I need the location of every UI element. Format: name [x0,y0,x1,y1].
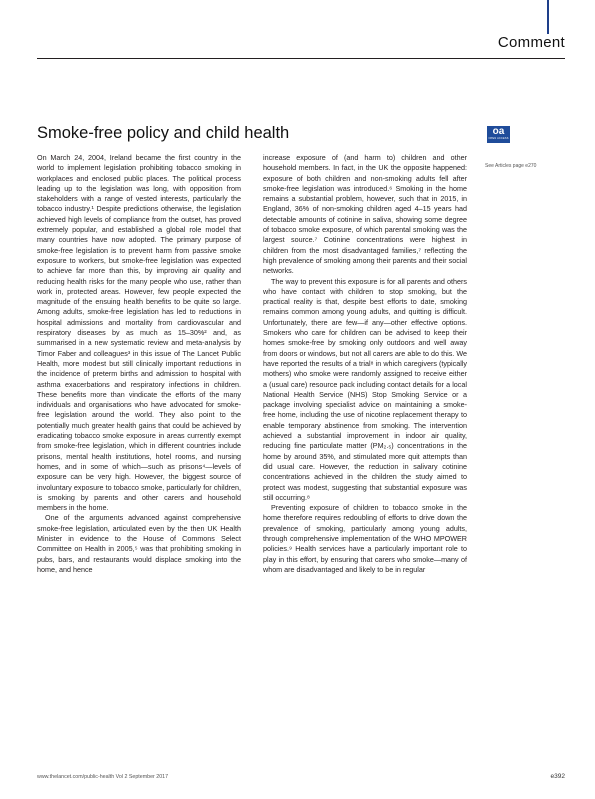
article-title: Smoke-free policy and child health [37,124,290,142]
paragraph: On March 24, 2004, Ireland became the first country in the world to implement legislation prohibiting tobacco smoking in workplaces and enclosed public places. The political process leading up to the legislation was long, with opposition from stakeholders with a range of vested interests, particularly the tobacco industry.¹ Despite predictions otherwise, the legislation achieved high levels of compliance from the outset, has proved extremely popular, and established a global role model that many countries have now adopted. The primary purpose of smoke-free legislation is to prevent harm from passive smoke exposure to workers, but smoke-free legislation was expected to achieve far more than this, by improving air quality and reducing health risks for the many people who use, rather than work in, protected areas. However, few people expected the magnitude of the ensuing health benefits to be quite so large. Among adults, smoke-free legislation has led to reductions in hospital admissions and mortality from cardiovascular and respiratory diseases by as much as 15–30%² and, as summarised in a new systematic review and meta-analysis by Timor Faber and colleagues³ in this issue of The Lancet Public Health, more modest but still clinically important reductions in the incidence of preterm births and admission to hospital with asthma exacerbations and respiratory infections in children. These benefits more than vindicate the efforts of the many individuals and organisations who have advocated for smoke-free legislation around the world. They also point to the potentially much greater health gains that could be achieved by eradicating tobacco smoke exposure in areas currently exempt from smoke-free legislation, which in different countries include prisons, mental health institutions, hotel rooms, and nursing homes, and in some of which—such as prisons⁴—levels of exposure can be very high. However, the biggest source of involuntary exposure to tobacco smoke, particularly for children, is smoking by parents and other carers and household members in the home. [37,153,241,513]
page-footer [37,774,565,783]
paragraph: increase exposure of (and harm to) children and other household members. In fact, in the UK the opposite happened: exposure of both children and non-smoking adults fell after smoke-free legislation was introduced.⁶ Smoking in the home remains a substantial problem, however, such that in 2015, in England, 36% of non-smoking children aged 4–15 years had detectable amounts of cotinine in saliva, showing some degree of tobacco smoke exposure, of which parental smoking was the largest source.⁷ Cotinine concentrations were highest in children from the most disadvantaged families,⁷ reflecting the high prevalence of smoking among their parents and their social networks. [263,153,467,276]
paragraph: The way to prevent this exposure is for all parents and others who have contact with children to stop smoking, but the practical reality is that, despite best efforts to date, smoking remains common among young adults, and quitting is difficult. Unfortunately, there are few—if any—other effective options. Smokers who care for children can be advised to keep their homes smoke-free by smoking only outdoors and well away from doors or windows, but not all carers are able to do this. We have reported the results of a trial⁸ in which caregivers (typically mothers) who smoke were randomly assigned to receive either a (usual care) resource pack including contact details for a local National Health Service (NHS) Stop Smoking Service or a package involving specialist advice on maintaining a smoke-free home, including the use of nicotine replacement therapy to enable temporary abstinence from smoking. The intervention achieved a substantial improvement in indoor air quality, reducing fine particulate matter (PM₂.₅) concentrations in the home by around 35%, and stimulated more quit attempts than did usual care. However, the reduction in salivary cotinine concentrations achieved in the children the study aimed to protect was modest, suggesting that substantial exposure was still occurring.⁸ [263,276,467,502]
paragraph: One of the arguments advanced against comprehensive smoke-free legislation, articulated even by the then UK Health Minister in evidence to the House of Commons Select Committee on Health in 2005,⁵ was that prohibiting smoking in pubs, bars, and restaurants would displace smoking into the home, and hence [37,513,241,574]
see-articles-link[interactable]: See Articles page e270 [485,163,537,169]
body-column-left [37,153,241,575]
section-label: Comment [497,34,565,51]
footer-journal-info: www.thelancet.com/public-health Vol 2 September 2017 [37,774,169,780]
body-column-right [263,153,467,575]
header-accent-rule [547,0,549,34]
header-divider [37,58,565,59]
paragraph: Preventing exposure of children to tobacco smoke in the home therefore requires redoubling of efforts to drive down the prevalence of smoking, particularly among young adults, through comprehensive implementation of the WHO MPOWER policies.⁹ Health services have a particularly important role to play in this effort, by ensuring that carers who smoke—many of whom are disadvantaged and likely to be in regular [263,503,467,574]
page-number: e392 [550,773,565,780]
open-access-badge-text: oa [492,126,505,137]
open-access-badge-subtext: OPEN ACCESS [488,137,509,140]
open-access-badge [487,126,510,143]
